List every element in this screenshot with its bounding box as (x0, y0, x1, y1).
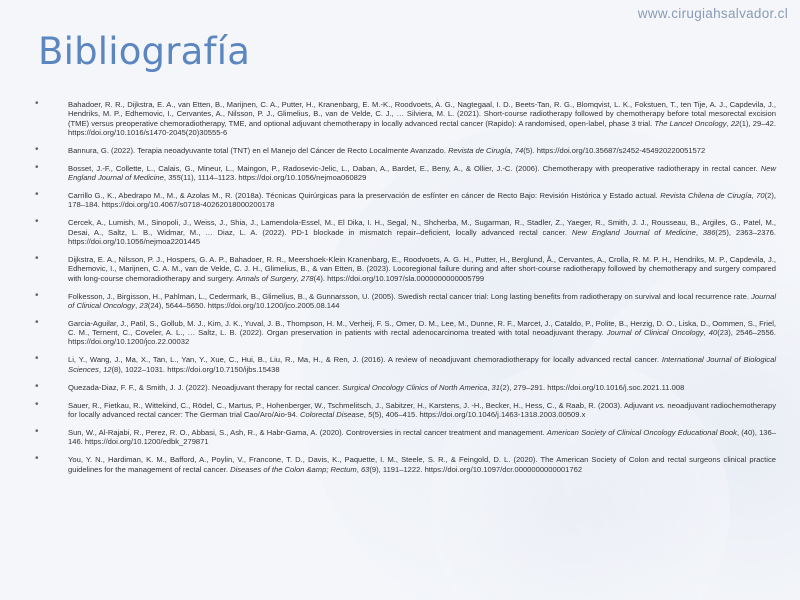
reference-item (34, 425, 776, 447)
reference-text: , (163, 173, 169, 183)
site-url: www.cirugiahsalvador.cl (637, 6, 788, 21)
reference-item (34, 289, 776, 311)
reference-item (34, 398, 776, 420)
reference-text: You, Y. N., Hardiman, K. M., Bafford, A., Poylin, V., Francone, T. D., Davis, K., Paquette, I. M., Steele, S. R., & Feingold, D. L. (2020). The American Society of Colon and rectal surgeons clinical practice guidelines for the management of rectal cancer. (68, 455, 776, 474)
reference-italic-text: 278 (300, 273, 314, 283)
bullet-icon: • (35, 353, 39, 365)
reference-italic-text: New England Journal of Medicine (68, 163, 776, 183)
reference-text: Folkesson, J., Birgisson, H., Pahlman, L., Cedermark, B., Glimelius, B., & Gunnarsson, U. (2005). Swedish rectal cancer trial: Long lasting benefits from radiotherapy on survival and local recurrence rate. (68, 291, 752, 301)
reference-item (34, 100, 776, 137)
reference-italic-text: 5 (367, 410, 373, 419)
reference-italic-text: 12 (103, 364, 112, 374)
reference-text: , (296, 273, 301, 283)
reference-text: Bannura, G. (2022). Terapia neoadyuvante total (TNT) en el Manejo del Cáncer de Recto Localmente Avanzado. (68, 145, 449, 155)
bullet-icon: • (35, 143, 39, 155)
bullet-icon: • (35, 98, 39, 109)
reference-italic-text: Journal of Clinical Oncology (606, 328, 704, 338)
reference-item (34, 380, 776, 392)
reference-item (34, 218, 776, 246)
bullet-icon: • (35, 425, 39, 437)
reference-text: , (751, 191, 757, 201)
reference-italic-text: Surgical Oncology Clinics of North America (342, 382, 488, 392)
reference-italic-text: 23 (139, 300, 148, 310)
reference-text: Bosset, J.-F., Collette, L., Calais, G., Mineur, L., Maingon, P., Radosevic-Jelic, L., Daban, A., Bardet, E., Beny, A., & Ollier, J.-C. (2006). Chemotherapy with preoperative radiotherapy in rectal cancer. (68, 163, 761, 173)
reference-italic-text: Colorectal Disease (300, 410, 364, 419)
reference-item (34, 455, 776, 474)
reference-italic-text: 70 (756, 191, 765, 201)
reference-text: , (363, 410, 368, 419)
reference-italic-text: New England Journal of Medicine (571, 227, 696, 237)
bullet-icon: • (35, 380, 39, 392)
reference-text: , (40), 136–146. https://doi.org/10.1200/edbk_279871 (68, 427, 776, 447)
reference-text: (4). https://doi.org/10.1097/sla.0000000000005799 (313, 273, 485, 283)
reference-text: , (135, 300, 140, 310)
reference-list (34, 100, 776, 483)
reference-text: , (510, 145, 515, 155)
reference-text: neoadjuvant radiochemotherapy for locally advanced rectal cancer: The German trial Cao/Aro/Aio-94. (68, 400, 776, 419)
reference-text: Carrillo G., K., Abedrapo M., M., & Azolas M., R. (2018a). Técnicas Quirúrgicas para la preservación de esfínter en cáncer de Recto Bajo: Revisión Histórica y Estado actual. (68, 191, 661, 201)
reference-text: (25), 2363–2376. https://doi.org/10.1056/nejmoa2201445 (68, 227, 776, 247)
bullet-icon: • (35, 253, 39, 264)
reference-italic-text: International Journal of Biological Sciences (68, 355, 777, 374)
reference-italic-text: The Lancet Oncology (654, 118, 727, 128)
bullet-icon: • (35, 216, 39, 228)
bullet-icon: • (35, 316, 39, 328)
reference-text: Dijkstra, E. A., Nilsson, P. J., Hospers, G. A. P., Bahadoer, R. R., Meershoek-Klein Kranenbarg, E., Roodvoets, A. G. H., Putter, H., Berglund, Å., Cervantes, A., Crolla, R. M. P. H., Hendriks, M. P., Capdevila, J., Edhemovic, I., Marijnen, C. A. M., van de Velde, C. J. H., Glimelius, B., & van Etten, B. (2023). Locoregional failure during and after short-course radiotherapy followed by chemotherapy and surgery compared with long-course chemoradiotherapy and surgery. (68, 255, 776, 283)
reference-text: Cercek, A., Lumish, M., Sinopoli, J., Weiss, J., Shia, J., Lamendola-Essel, M., El Dika, I. H., Segal, N., Shcherba, M., Sugarman, R., Stadler, Z., Yaeger, R., Smith, J. J., Rousseau, B., Argiles, G., Patel, M., Desai, A., Saltz, L. B., Widmar, M., … Diaz, L. A. (2022). PD-1 blockade in mismatch repair–deficient, locally advanced rectal cancer. (68, 218, 776, 237)
reference-text: , (703, 328, 709, 338)
reference-text: (2), 178–184. https://doi.org/10.4067/s0718-40262018000200178 (68, 191, 776, 210)
reference-text: Quezada-Diaz, F. F., & Smith, J. J. (2022). Neoadjuvant therapy for rectal cancer. (68, 382, 343, 392)
reference-item (34, 316, 777, 347)
reference-item (34, 355, 776, 374)
reference-text: (1), 29–42. https://doi.org/10.1016/s1470-2045(20)30555-6 (68, 118, 777, 137)
reference-text: (9), 1191–1222. https://doi.org/10.1097/dcr.0000000000001762 (369, 464, 583, 474)
reference-text: , (356, 464, 361, 474)
reference-italic-text: Diseases of the Colon &amp; Rectum (230, 464, 357, 474)
reference-item (34, 255, 776, 283)
reference-text: , (726, 118, 731, 128)
page-title: Bibliografía (38, 30, 251, 73)
reference-item (34, 191, 776, 210)
reference-italic-text: 22 (730, 118, 740, 128)
reference-italic-text: 40 (708, 328, 718, 338)
reference-text: (8), 1022–1031. https://doi.org/10.7150/ijbs.15438 (111, 364, 280, 374)
reference-text: Sauer, R., Fietkau, R., Wittekind, C., Rödel, C., Martus, P., Hohenberger, W., Tschmelitsch, J., Sabitzer, H., Karstens, J. -H., Becker, H., Hess, C., & Raab, R. (2003). Adjuvant (68, 400, 656, 410)
bullet-icon: • (35, 289, 39, 301)
reference-italic-text: Revista Chilena de Cirugía (660, 191, 752, 201)
bullet-icon: • (35, 398, 39, 410)
bullet-icon: • (35, 189, 39, 201)
reference-text: (11), 1114–1123. https://doi.org/10.1056/nejmoa060829 (180, 173, 367, 183)
reference-text: (24), 5644–5650. https://doi.org/10.1200/jco.2005.08.144 (147, 300, 340, 310)
reference-text: , (487, 382, 492, 392)
reference-text: Bahadoer, R. R., Dijkstra, E. A., van Etten, B., Marijnen, C. A., Putter, H., Kranenbarg, E. M.-K., Roodvoets, A. G., Nagtegaal, I. D., Beets-Tan, R. G., Blomqvist, L. K., Fokstuen, T., ten Tije, A. J., Capdevila, J., Hendriks, M. P., Edhemovic, I., Cervantes, A., Nilsson, P. J., Glimelius, B., van de Velde, C. J., … Silviera, M. L. (2021). Short-course radiotherapy followed by chemotherapy before total mesorectal excision (TME) versus preoperative chemoradiotherapy, TME, and optional adjuvant chemotherapy in locally advanced rectal cancer (Rapido): A randomised, open-label, phase 3 trial. (68, 100, 776, 128)
reference-text: (2), 279–291. https://doi.org/10.1016/j.soc.2021.11.008 (499, 382, 685, 392)
reference-text: , (695, 227, 703, 237)
reference-text: Garcia-Aguilar, J., Patil, S., Gollub, M. J., Kim, J. K., Yuval, J. B., Thompson, H. M., Verheij, F. S., Omer, D. M., Lee, M., Dunne, R. F., Marcet, J., Cataldo, P., Polite, B., Herzig, D. O., Liska, D., Oommen, S., Friel, C. M., Ternent, C., Coveler, A. L., … Saltz, L. B. (2022). Organ preservation in patients with rectal adenocarcinoma treated with total neoadjuvant therapy. (68, 318, 776, 338)
reference-text: (5), 406–415. https://doi.org/10.1046/j.1463-1318.2003.00509.x (372, 410, 586, 419)
reference-italic-text: Journal of Clinical Oncology (68, 291, 776, 310)
reference-text: , (98, 364, 104, 374)
reference-italic-text: Annals of Surgery (236, 273, 297, 283)
reference-item (34, 161, 776, 183)
reference-text: (5). https://doi.org/10.35687/s2452-454920220051572 (523, 145, 706, 155)
reference-text: (23), 2546–2556. https://doi.org/10.1200/jco.22.00032 (68, 328, 777, 347)
reference-italic-text: 31 (491, 382, 500, 392)
reference-italic-text: vs. (655, 400, 666, 410)
reference-italic-text: Revista de Cirugía (448, 145, 511, 155)
reference-item (34, 143, 776, 155)
bullet-icon: • (35, 161, 39, 173)
reference-italic-text: American Society of Clinical Oncology Educational Book (546, 427, 737, 437)
reference-text: Li, Y., Wang, J., Ma, X., Tan, L., Yan, Y., Xue, C., Hui, B., Liu, R., Ma, H., & Ren, J. (2016). A review of neoadjuvant chemoradiotherapy for locally advanced rectal cancer. (68, 355, 662, 365)
reference-text: Sun, W., Al-Rajabi, R., Perez, R. O., Abbasi, S., Ash, R., & Habr-Gama, A. (2020). Controversies in rectal cancer treatment and management. (68, 427, 547, 437)
reference-italic-text: 63 (360, 464, 370, 474)
reference-italic-text: 355 (168, 173, 181, 183)
reference-italic-text: 386 (702, 227, 716, 237)
reference-italic-text: 74 (514, 145, 524, 155)
bullet-icon: • (35, 453, 39, 465)
